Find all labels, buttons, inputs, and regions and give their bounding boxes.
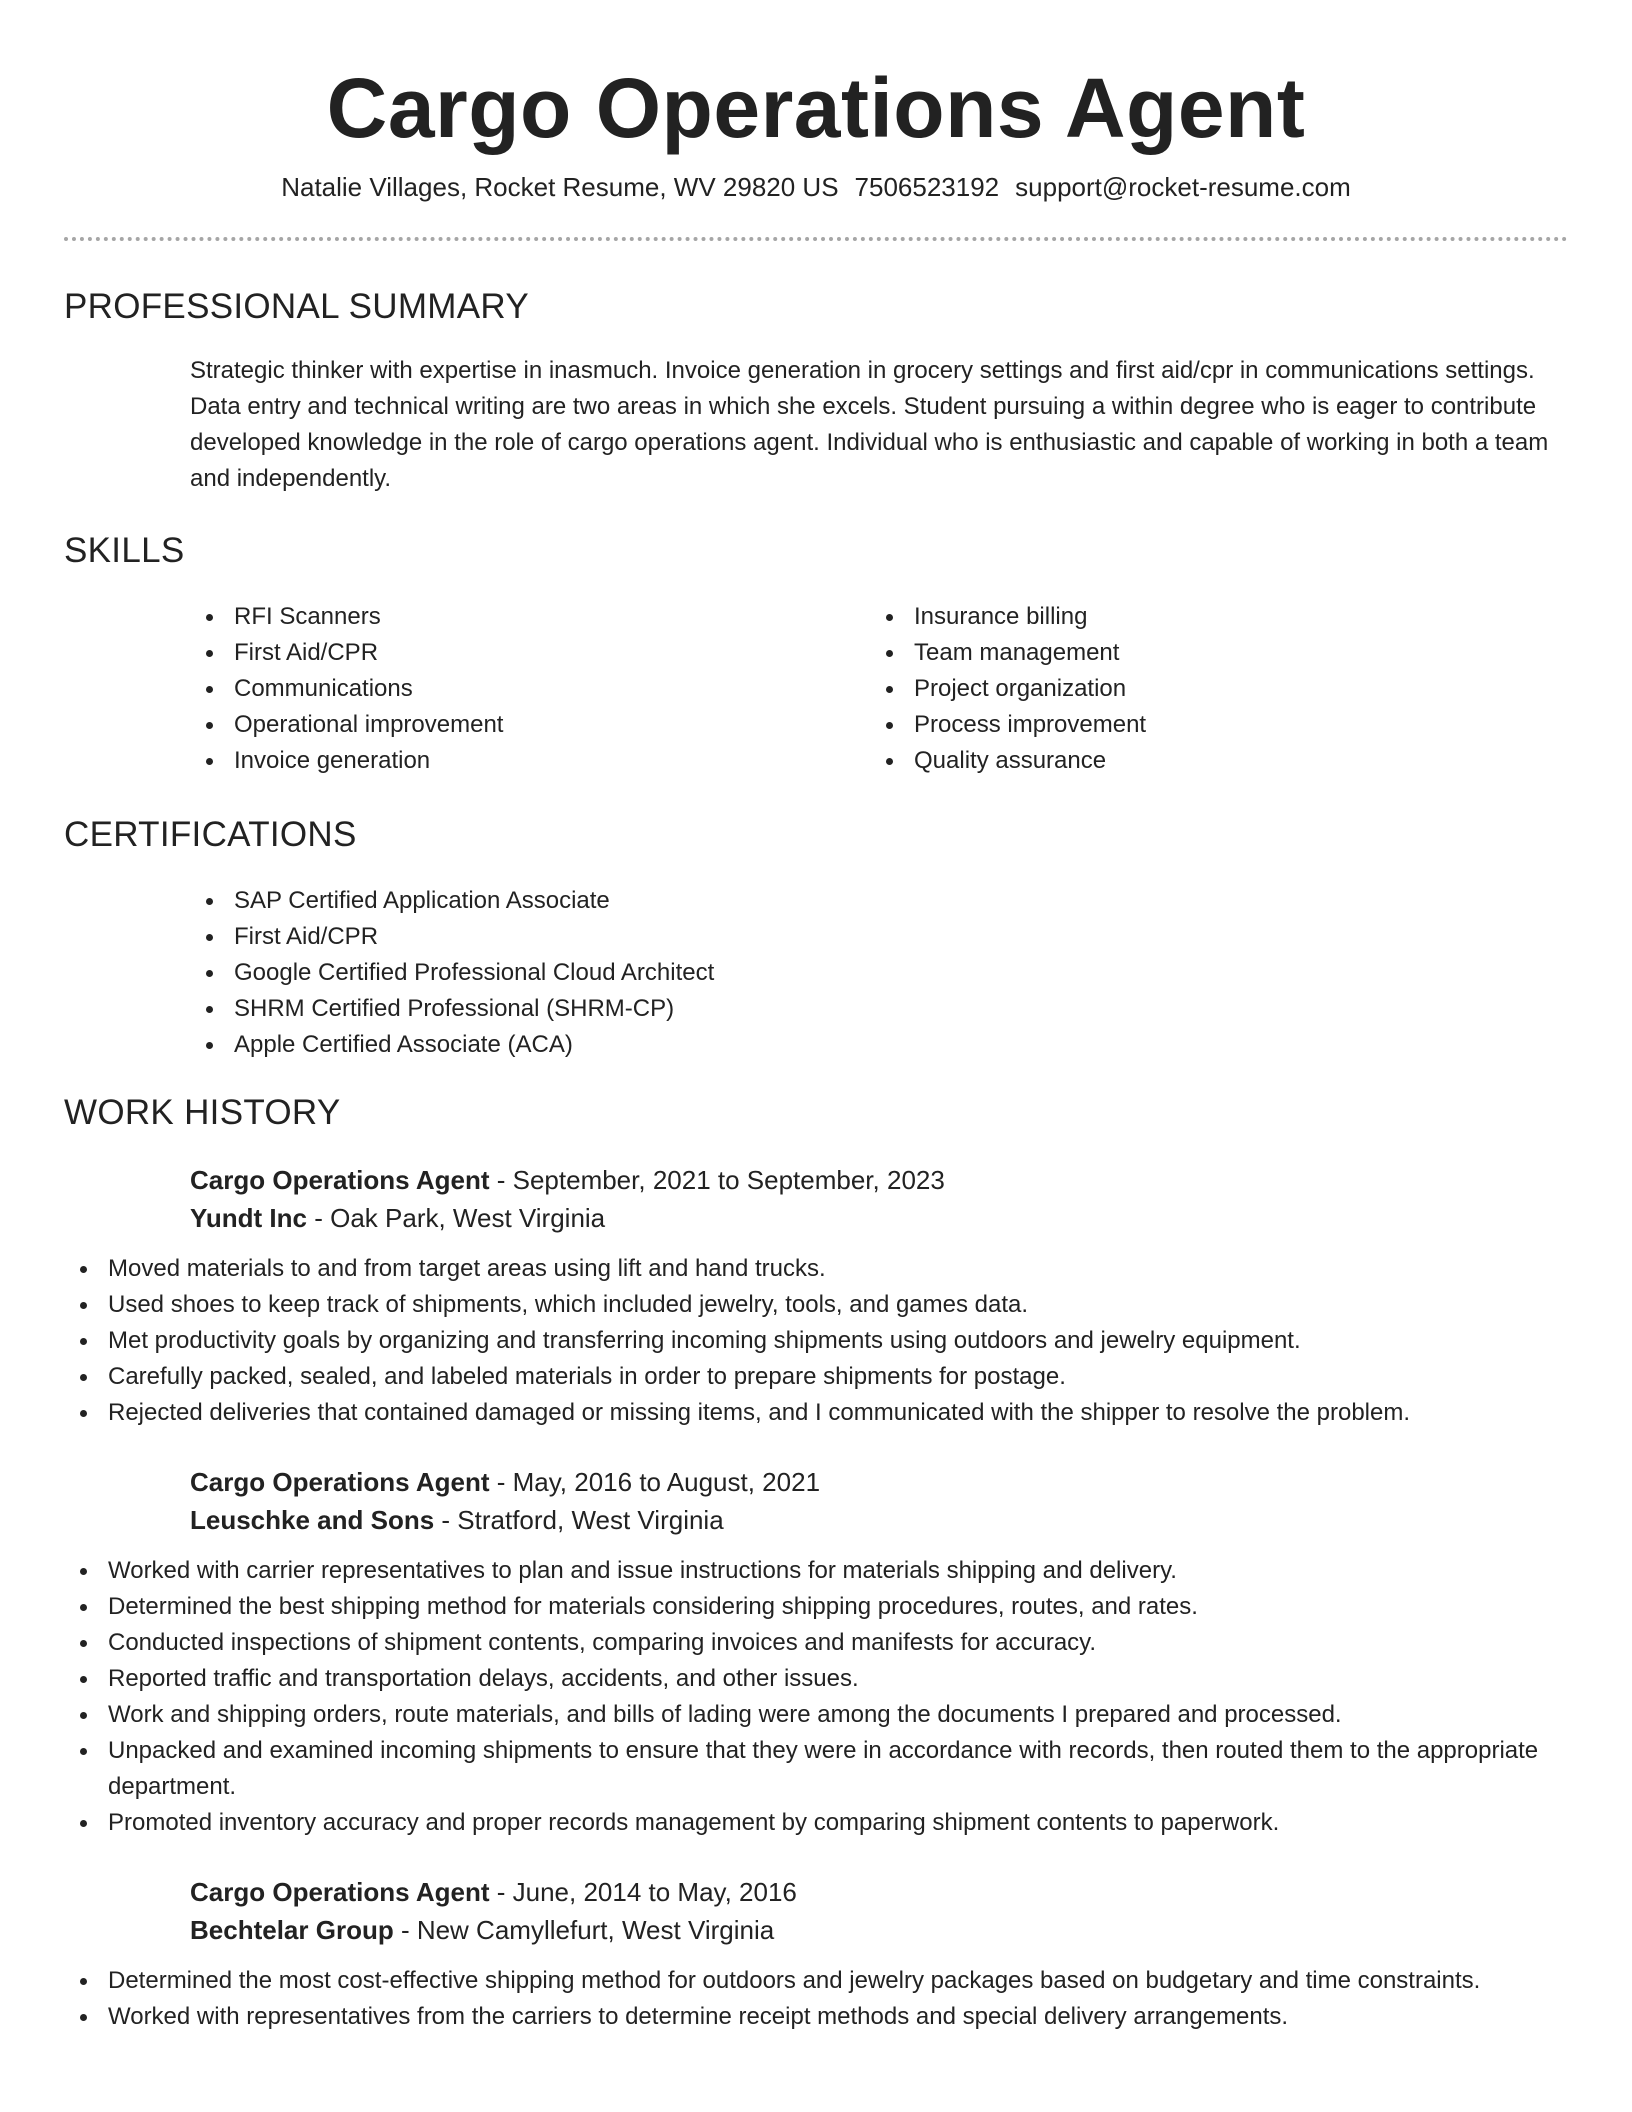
resume-title: Cargo Operations Agent xyxy=(326,61,1306,155)
header-divider xyxy=(64,237,1568,241)
skill-item: Project organization xyxy=(870,671,1550,707)
job-bullet: Work and shipping orders, route materials, and bills of lading were among the documents I prepared and processed. xyxy=(64,1697,1568,1733)
job-bullet: Carefully packed, sealed, and labeled materials in order to prepare shipments for postage. xyxy=(64,1359,1568,1395)
job-company-line xyxy=(190,1501,1568,1539)
job-title-line xyxy=(190,1463,1568,1501)
skill-item: Operational improvement xyxy=(190,707,870,743)
certification-item: Apple Certified Associate (ACA) xyxy=(190,1027,1568,1063)
job-title-line xyxy=(190,1873,1568,1911)
job-role: Cargo Operations Agent xyxy=(190,1165,490,1195)
certification-item: First Aid/CPR xyxy=(190,919,1568,955)
job-title-line xyxy=(190,1161,1568,1199)
job-bullet: Promoted inventory accuracy and proper records management by comparing shipment contents to paperwork. xyxy=(64,1805,1568,1841)
work-history-section xyxy=(64,1091,1568,2035)
job-bullets xyxy=(0,1251,1568,1431)
skills-grid xyxy=(190,599,1568,779)
job-dates: - June, 2014 to May, 2016 xyxy=(489,1877,797,1907)
job-bullet: Conducted inspections of shipment contents, comparing invoices and manifests for accuracy. xyxy=(64,1625,1568,1661)
skill-item: Quality assurance xyxy=(870,743,1550,779)
skills-column-left xyxy=(190,599,870,779)
skills-section xyxy=(64,529,1568,779)
job-entry xyxy=(190,1161,1568,1237)
work-history-heading: WORK HISTORY xyxy=(64,1093,341,1132)
job-location: - Stratford, West Virginia xyxy=(434,1505,724,1535)
skill-item: Invoice generation xyxy=(190,743,870,779)
job-bullet: Worked with carrier representatives to plan and issue instructions for materials shipping and delivery. xyxy=(64,1553,1568,1589)
job-bullet: Moved materials to and from target areas using lift and hand trucks. xyxy=(64,1251,1568,1287)
job-dates: - May, 2016 to August, 2021 xyxy=(489,1467,821,1497)
contact-phone: 7506523192 xyxy=(854,172,1000,202)
skills-heading: SKILLS xyxy=(64,531,185,570)
certification-item: Google Certified Professional Cloud Architect xyxy=(190,955,1568,991)
skill-item: Communications xyxy=(190,671,870,707)
job-company-line xyxy=(190,1911,1568,1949)
skill-item: Insurance billing xyxy=(870,599,1550,635)
job-bullet: Unpacked and examined incoming shipments to ensure that they were in accordance with records, then routed them to the appropriate department. xyxy=(64,1733,1568,1805)
certifications-heading: CERTIFICATIONS xyxy=(64,815,357,854)
job-entry xyxy=(190,1463,1568,1539)
job-company-line xyxy=(190,1199,1568,1237)
job-location: - Oak Park, West Virginia xyxy=(307,1203,606,1233)
job-role: Cargo Operations Agent xyxy=(190,1877,490,1907)
skill-item: Process improvement xyxy=(870,707,1550,743)
job-bullet: Met productivity goals by organizing and transferring incoming shipments using outdoors and jewelry equipment. xyxy=(64,1323,1568,1359)
job-bullet: Used shoes to keep track of shipments, which included jewelry, tools, and games data. xyxy=(64,1287,1568,1323)
certifications-section xyxy=(64,813,1568,1063)
skills-column-right xyxy=(870,599,1550,779)
job-company: Yundt Inc xyxy=(190,1203,307,1233)
skill-item: RFI Scanners xyxy=(190,599,870,635)
job-bullet: Determined the best shipping method for materials considering shipping procedures, routes, and rates. xyxy=(64,1589,1568,1625)
job-entry xyxy=(190,1873,1568,1949)
job-company: Leuschke and Sons xyxy=(190,1505,435,1535)
contact-email[interactable]: support@rocket-resume.com xyxy=(1015,172,1351,202)
summary-text: Strategic thinker with expertise in inasmuch. Invoice generation in grocery settings and first aid/cpr in communications settings. Data entry and technical writing are two areas in which she excels. Student pursuing a within degree who is eager to contribute developed knowledge in the role of cargo operations agent. Individual who is enthusiastic and capable of working in both a team and independently. xyxy=(190,357,1549,492)
certification-item: SHRM Certified Professional (SHRM-CP) xyxy=(190,991,1568,1027)
job-bullet: Reported traffic and transportation delays, accidents, and other issues. xyxy=(64,1661,1568,1697)
skill-item: Team management xyxy=(870,635,1550,671)
job-bullets xyxy=(0,1553,1568,1841)
resume-page xyxy=(64,0,1568,2035)
job-dates: - September, 2021 to September, 2023 xyxy=(489,1165,945,1195)
job-bullet: Worked with representatives from the carriers to determine receipt methods and special delivery arrangements. xyxy=(64,1999,1568,2035)
job-bullet: Determined the most cost-effective shipping method for outdoors and jewelry packages based on budgetary and time constraints. xyxy=(64,1963,1568,1999)
job-role: Cargo Operations Agent xyxy=(190,1467,490,1497)
summary-heading: PROFESSIONAL SUMMARY xyxy=(64,287,529,326)
contact-line xyxy=(64,170,1568,204)
summary-section xyxy=(64,285,1568,497)
job-bullets xyxy=(0,1963,1568,2035)
certification-item: SAP Certified Application Associate xyxy=(190,883,1568,919)
contact-address: Natalie Villages, Rocket Resume, WV 29820 US xyxy=(281,172,839,202)
skill-item: First Aid/CPR xyxy=(190,635,870,671)
job-company: Bechtelar Group xyxy=(190,1915,394,1945)
job-bullet: Rejected deliveries that contained damaged or missing items, and I communicated with the shipper to resolve the problem. xyxy=(64,1395,1568,1431)
certifications-list xyxy=(190,883,1568,1063)
job-location: - New Camyllefurt, West Virginia xyxy=(393,1915,775,1945)
